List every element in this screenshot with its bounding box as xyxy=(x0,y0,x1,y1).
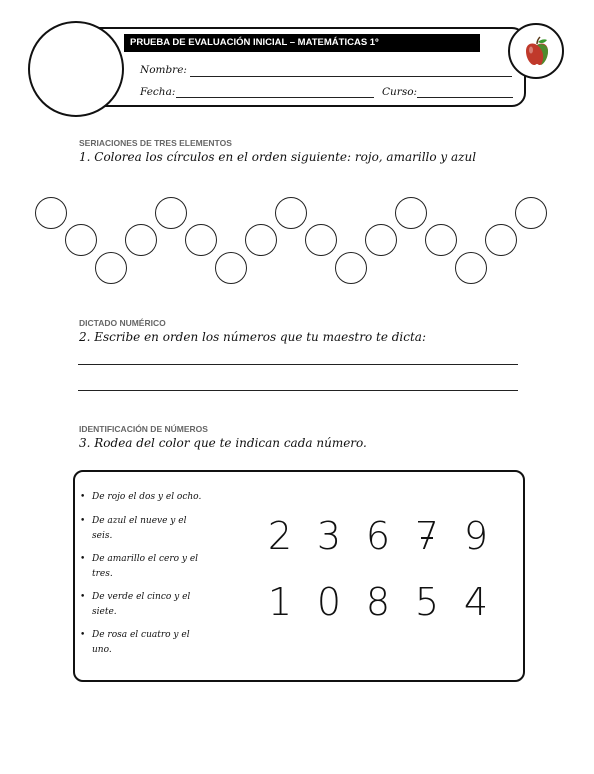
series-circle[interactable] xyxy=(395,197,427,229)
series-circle[interactable] xyxy=(215,252,247,284)
digit[interactable]: 5 xyxy=(414,580,440,624)
course-label: Curso: xyxy=(382,86,418,98)
name-label: Nombre: xyxy=(140,64,187,76)
series-circle[interactable] xyxy=(245,224,277,256)
digit[interactable]: 7 xyxy=(414,514,440,558)
seven-crossbar xyxy=(421,537,433,539)
series-circle[interactable] xyxy=(125,224,157,256)
instruction-item: • De rosa el cuatro y el uno. xyxy=(80,630,190,655)
series-circle[interactable] xyxy=(485,224,517,256)
dictation-line[interactable] xyxy=(78,390,518,391)
section1-question: 1. Colorea los círculos en el orden siguiente: rojo, amarillo y azul xyxy=(79,150,477,164)
series-circle[interactable] xyxy=(335,252,367,284)
section2-heading: DICTADO NUMÉRICO xyxy=(79,318,166,328)
digit[interactable]: 8 xyxy=(365,580,391,624)
section1-heading: SERIACIONES DE TRES ELEMENTOS xyxy=(79,138,232,148)
series-circle[interactable] xyxy=(305,224,337,256)
series-circle[interactable] xyxy=(365,224,397,256)
series-circle[interactable] xyxy=(515,197,547,229)
bullet-icon: • xyxy=(80,492,86,502)
series-circle[interactable] xyxy=(95,252,127,284)
date-field[interactable] xyxy=(176,97,374,98)
section3-heading: IDENTIFICACIÓN DE NÚMEROS xyxy=(79,424,208,434)
digit[interactable]: 6 xyxy=(365,514,391,558)
date-label: Fecha: xyxy=(140,86,176,98)
digit[interactable]: 1 xyxy=(267,580,293,624)
series-circle[interactable] xyxy=(155,197,187,229)
series-circle[interactable] xyxy=(65,224,97,256)
digit[interactable]: 2 xyxy=(267,514,293,558)
page-title: PRUEBA DE EVALUACIÓN INICIAL – MATEMÁTICAS 1º xyxy=(124,34,480,52)
instruction-item: • De azul el nueve y el seis. xyxy=(80,516,187,541)
bullet-icon: • xyxy=(80,516,86,526)
section2-question: 2. Escribe en orden los números que tu maestro te dicta: xyxy=(79,330,426,344)
series-circle[interactable] xyxy=(275,197,307,229)
course-field[interactable] xyxy=(417,97,513,98)
digit[interactable]: 3 xyxy=(316,514,342,558)
series-circle[interactable] xyxy=(185,224,217,256)
digit[interactable]: 0 xyxy=(316,580,342,624)
bullet-icon: • xyxy=(80,630,86,640)
series-circle[interactable] xyxy=(35,197,67,229)
digit[interactable]: 4 xyxy=(463,580,489,624)
series-circle[interactable] xyxy=(425,224,457,256)
dictation-line[interactable] xyxy=(78,364,518,365)
instruction-item: • De amarillo el cero y el tres. xyxy=(80,554,199,579)
series-circle[interactable] xyxy=(455,252,487,284)
photo-circle xyxy=(28,21,124,117)
apple-icon xyxy=(524,36,550,66)
bullet-icon: • xyxy=(80,554,86,564)
instruction-item: • De verde el cinco y el siete. xyxy=(80,592,191,617)
bullet-icon: • xyxy=(80,592,86,602)
section3-question: 3. Rodea del color que te indican cada número. xyxy=(79,436,367,450)
name-field[interactable] xyxy=(190,76,512,77)
digit[interactable]: 9 xyxy=(463,514,489,558)
instruction-item: • De rojo el dos y el ocho. xyxy=(80,490,240,505)
